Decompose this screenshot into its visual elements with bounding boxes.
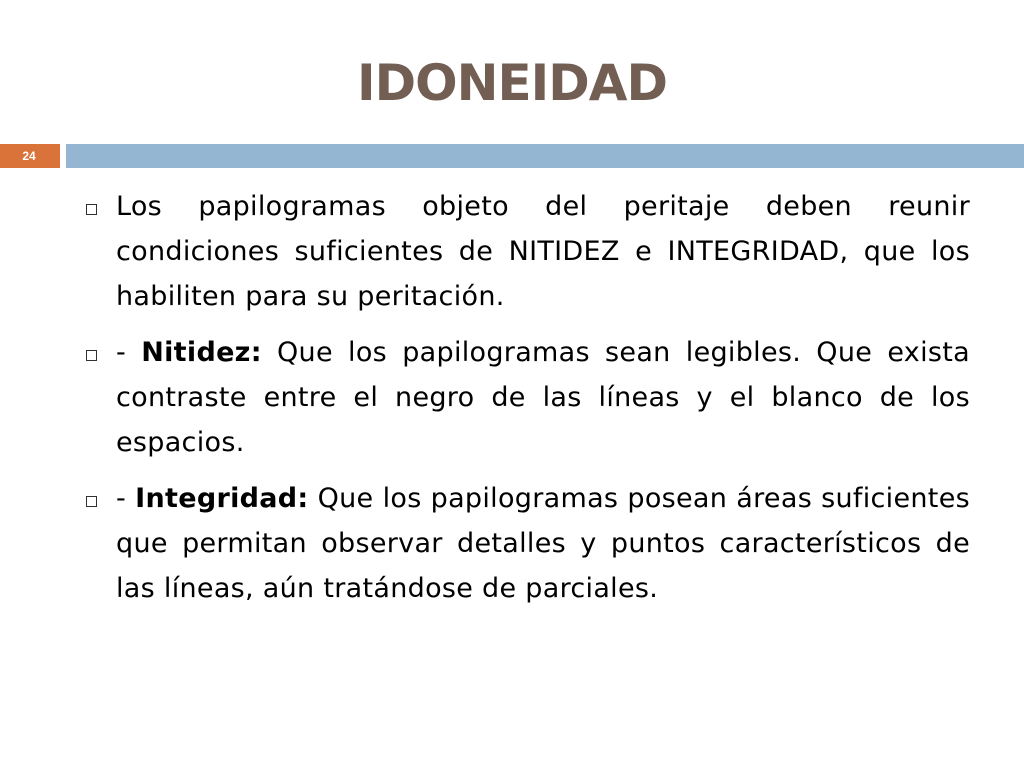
bullet-text: Los papilogramas objeto del peritaje deben reunir condiciones suficientes de NITIDEZ e INTEGRIDAD, que los habiliten para su peritación. — [116, 191, 970, 312]
bullet-item — [80, 330, 970, 465]
square-bullet-icon — [86, 496, 97, 507]
bullet-item — [80, 476, 970, 611]
bullet-prefix: - — [116, 483, 136, 514]
header-bar — [66, 144, 1024, 168]
square-bullet-icon — [86, 350, 97, 361]
bullet-text: Que los papilogramas sean legibles. Que exista contraste entre el negro de las líneas y el blanco de los espacios. — [116, 337, 970, 458]
slide-number: 24 — [0, 144, 60, 168]
bullet-term: Integridad: — [135, 483, 309, 514]
bullet-prefix: - — [116, 337, 142, 368]
bullet-list — [80, 184, 970, 622]
bullet-text: Que los papilogramas posean áreas suficientes que permitan observar detalles y puntos característicos de las líneas, aún tratándose de parciales. — [116, 483, 970, 604]
slide-title: IDONEIDAD — [357, 54, 667, 112]
square-bullet-icon — [86, 204, 97, 215]
bullet-item — [80, 184, 970, 319]
bullet-term: Nitidez: — [141, 337, 262, 368]
